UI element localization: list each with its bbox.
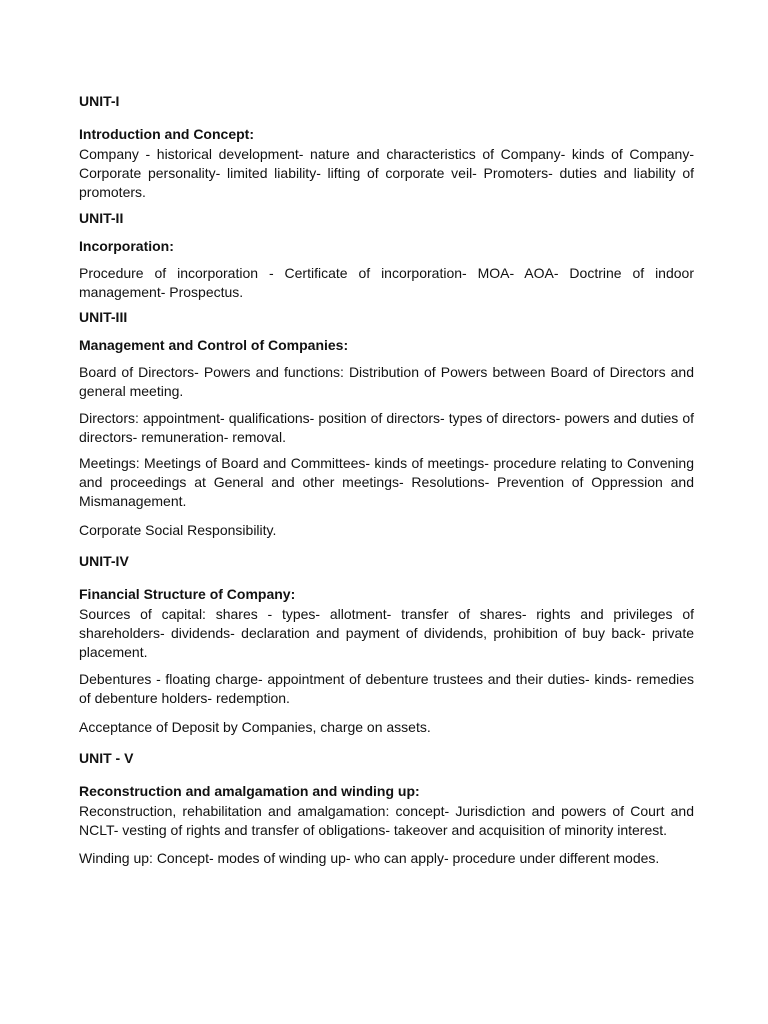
- unit-3-heading: Management and Control of Companies:: [79, 337, 349, 353]
- unit-4-title: UNIT-IV: [79, 553, 129, 569]
- unit-1-title: UNIT-I: [79, 93, 120, 109]
- unit-3-paragraph-1: Board of Directors- Powers and functions: Distribution of Powers between Board of Directors and general meeting.: [79, 364, 694, 399]
- unit-3-title: UNIT-III: [79, 309, 128, 325]
- unit-2-heading: Incorporation:: [79, 238, 174, 254]
- unit-5-paragraph-1: Reconstruction, rehabilitation and amalgamation: concept- Jurisdiction and powers of Court and NCLT- vesting of rights and transfer of obligations- takeover and acquisition of minority interest.: [79, 803, 694, 838]
- unit-4-paragraph-2: Debentures - floating charge- appointment of debenture trustees and their duties- kinds- remedies of debenture holders- redemption.: [79, 671, 694, 706]
- unit-3-paragraph-4: Corporate Social Responsibility.: [79, 522, 277, 538]
- unit-1-heading: Introduction and Concept:: [79, 126, 254, 142]
- unit-5-heading: Reconstruction and amalgamation and winding up:: [79, 783, 420, 799]
- unit-3-paragraph-3: Meetings: Meetings of Board and Committees- kinds of meetings- procedure relating to Convening and proceedings at General and other meetings- Resolutions- Prevention of Oppression and Mismanagement.: [79, 455, 694, 509]
- unit-4-heading: Financial Structure of Company:: [79, 586, 296, 602]
- unit-2-paragraph-1: Procedure of incorporation - Certificate of incorporation- MOA- AOA- Doctrine of indoor management- Prospectus.: [79, 265, 694, 300]
- unit-5-paragraph-2: Winding up: Concept- modes of winding up- who can apply- procedure under different modes.: [79, 850, 660, 866]
- syllabus-document: [79, 92, 694, 866]
- unit-4-paragraph-3: Acceptance of Deposit by Companies, charge on assets.: [79, 719, 431, 735]
- unit-5-title: UNIT - V: [79, 750, 134, 766]
- unit-1-paragraph-1: Company - historical development- nature and characteristics of Company- kinds of Company- Corporate personality- limited liability- lifting of corporate veil- Promoters- duties and liability of promoters.: [79, 146, 694, 200]
- unit-4-paragraph-1: Sources of capital: shares - types- allotment- transfer of shares- rights and privileges of shareholders- dividends- declaration and payment of dividends, prohibition of buy back- private placement.: [79, 606, 694, 660]
- unit-3-paragraph-2: Directors: appointment- qualifications- position of directors- types of directors- powers and duties of directors- remuneration- removal.: [79, 410, 694, 445]
- unit-2-title: UNIT-II: [79, 210, 124, 226]
